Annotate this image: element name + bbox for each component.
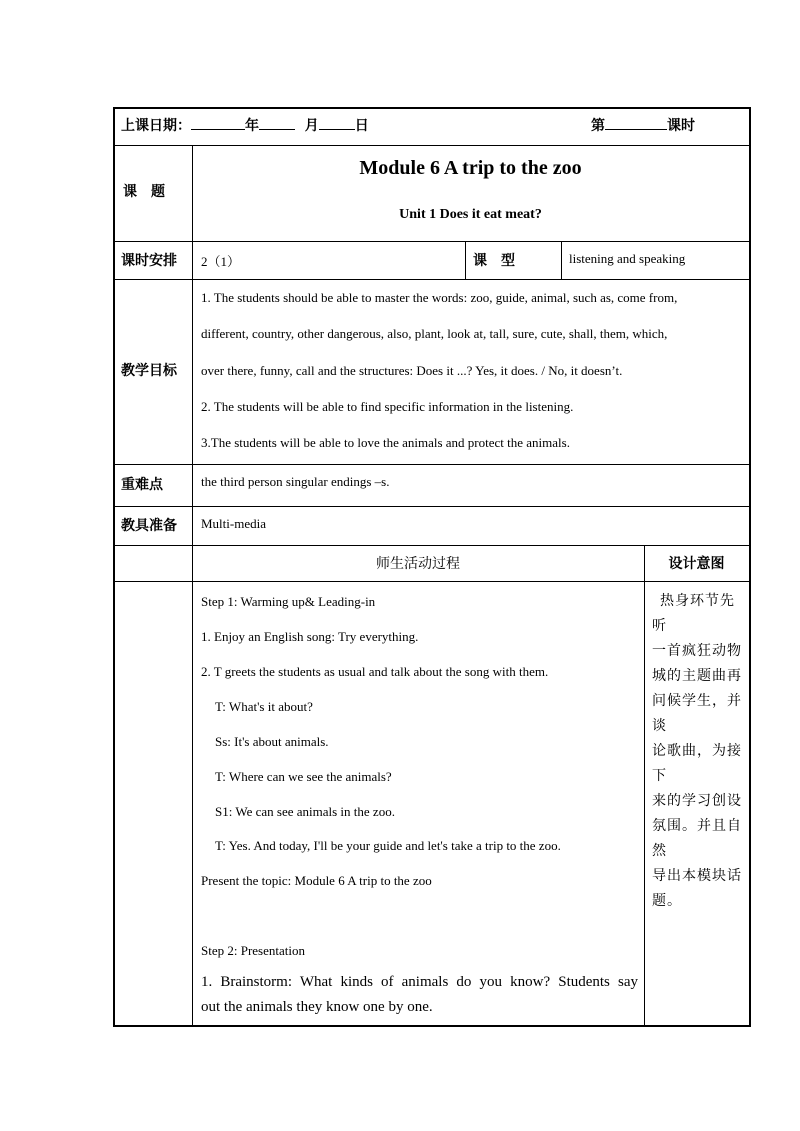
process-line: Step 1: Warming up& Leading-in <box>201 594 376 609</box>
intent-line: 城的主题曲再 <box>652 668 742 684</box>
brainstorm-line: out the animals they know one by one. <box>201 999 433 1015</box>
intent-line: 热身环节先听 <box>652 593 735 634</box>
column-divider <box>644 545 645 1025</box>
year-label: 年 <box>245 118 259 134</box>
row-divider <box>115 241 749 242</box>
row-divider <box>115 545 749 546</box>
intent-line: 论歌曲，为接下 <box>652 743 742 784</box>
schedule-value: 2（1） <box>201 254 241 269</box>
month-label: 月 <box>304 118 319 134</box>
topic-subtitle: Unit 1 Does it eat meat? <box>399 207 542 222</box>
objective-line: over there, funny, call and the structures: Does it ...? Yes, it does. / No, it doesn’t. <box>201 363 623 378</box>
period-blank <box>605 115 667 130</box>
process-line: Step 2: Presentation <box>201 943 305 958</box>
row-divider <box>115 464 749 465</box>
year-blank <box>191 115 245 130</box>
topic-title: Module 6 A trip to the zoo <box>359 157 582 179</box>
process-header: 师生活动过程 <box>376 556 460 572</box>
period-suffix: 课时 <box>667 118 695 134</box>
materials-label: 教具准备 <box>121 518 177 534</box>
type-label: 课 型 <box>473 253 515 269</box>
brainstorm-line: 1. Brainstorm: What kinds of animals do you know? Students say <box>201 974 638 990</box>
objectives-label: 教学目标 <box>121 363 177 379</box>
type-value: listening and speaking <box>569 251 686 266</box>
process-line: T: Where can we see the animals? <box>215 769 392 784</box>
process-line: Ss: It's about animals. <box>215 734 329 749</box>
process-line: 1. Enjoy an English song: Try everything. <box>201 629 419 644</box>
date-header <box>121 115 369 135</box>
materials-value: Multi-media <box>201 516 266 531</box>
lesson-plan-table <box>113 107 751 1027</box>
process-line: S1: We can see animals in the zoo. <box>215 804 395 819</box>
day-blank <box>319 115 355 130</box>
period-prefix: 第 <box>591 118 605 134</box>
difficulty-label: 重难点 <box>121 477 163 493</box>
column-divider <box>465 241 466 279</box>
row-divider <box>115 145 749 146</box>
month-blank <box>259 115 295 130</box>
intent-line: 导出本模块话 <box>652 868 742 884</box>
objective-line: 3.The students will be able to love the animals and protect the animals. <box>201 435 570 450</box>
column-divider <box>192 145 193 1025</box>
row-divider <box>115 279 749 280</box>
intent-line: 问候学生，并谈 <box>652 693 742 734</box>
topic-label: 课 题 <box>123 184 165 200</box>
difficulty-value: the third person singular endings –s. <box>201 474 390 489</box>
process-line: T: Yes. And today, I'll be your guide and let's take a trip to the zoo. <box>215 838 561 853</box>
objective-line: 2. The students will be able to find specific information in the listening. <box>201 399 574 414</box>
objective-line: different, country, other dangerous, also, plant, look at, tall, sure, cute, shall, them, which, <box>201 326 668 341</box>
day-label: 日 <box>354 118 369 134</box>
schedule-label: 课时安排 <box>121 253 177 269</box>
process-line: T: What's it about? <box>215 699 313 714</box>
intent-header: 设计意图 <box>668 556 725 572</box>
intent-line: 一首疯狂动物 <box>652 643 742 659</box>
intent-line: 来的学习创设 <box>652 793 742 809</box>
design-intent-text <box>652 589 747 914</box>
date-label: 上课日期： <box>121 118 191 134</box>
process-line: 2. T greets the students as usual and talk about the song with them. <box>201 664 549 679</box>
row-divider <box>115 581 749 582</box>
column-divider <box>561 241 562 279</box>
process-line: Present the topic: Module 6 A trip to the zoo <box>201 873 432 888</box>
intent-line: 氛围。并且自然 <box>652 818 742 859</box>
period-header <box>591 115 695 135</box>
row-divider <box>115 506 749 507</box>
intent-line: 题。 <box>652 893 682 909</box>
objective-line: 1. The students should be able to master the words: zoo, guide, animal, such as, come from, <box>201 290 678 305</box>
